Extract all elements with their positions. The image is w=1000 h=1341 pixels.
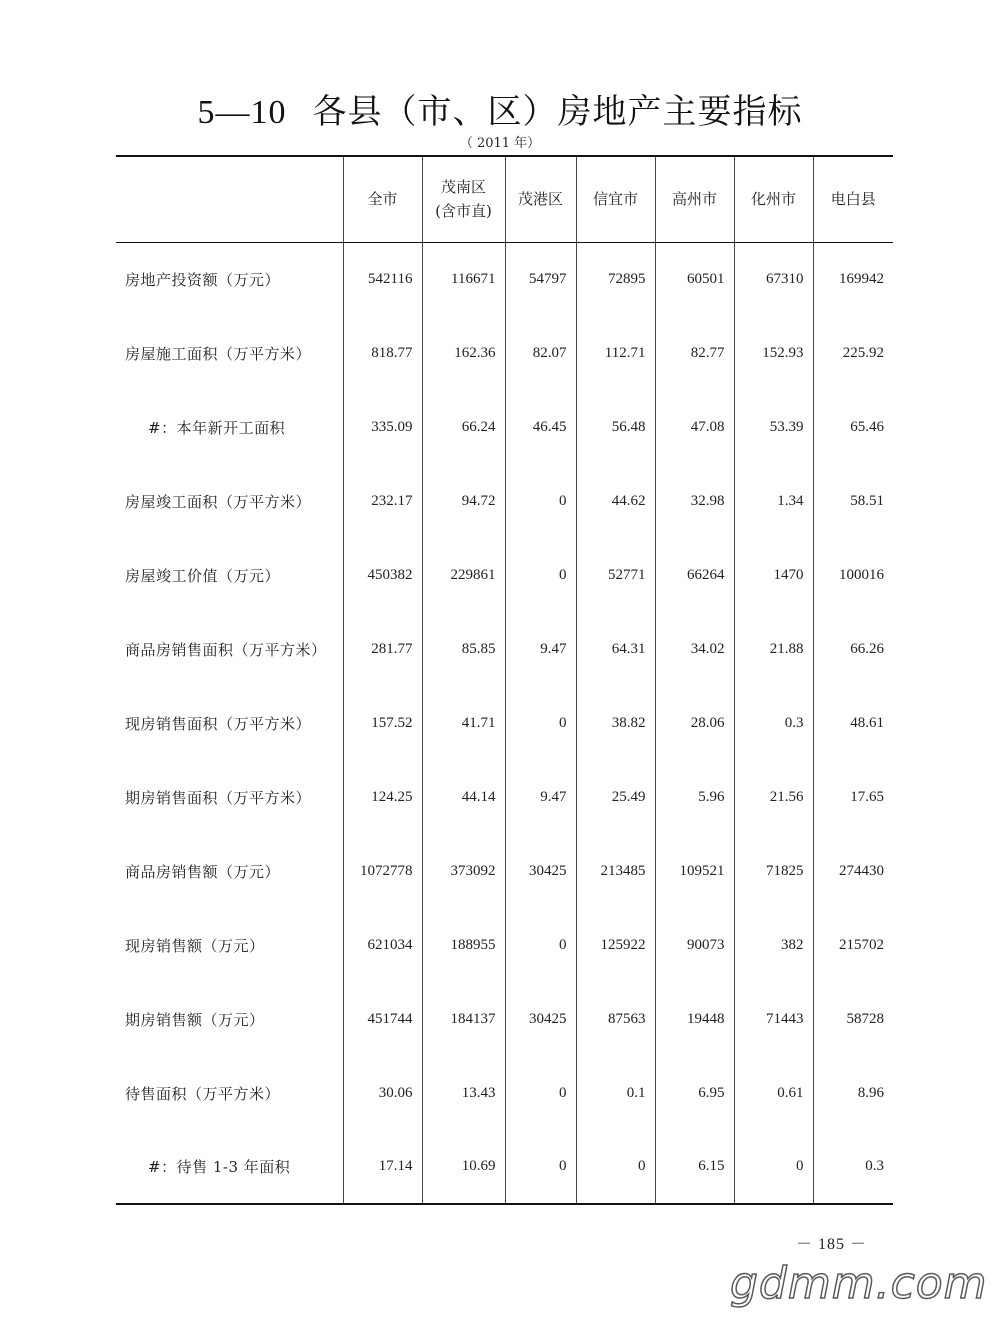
table-cell: 41.71: [422, 686, 505, 760]
table-cell: 60501: [655, 242, 734, 316]
table-cell: 44.62: [576, 464, 655, 538]
table-cell: 58.51: [813, 464, 893, 538]
table-cell: 34.02: [655, 612, 734, 686]
table-cell: 6.15: [655, 1130, 734, 1204]
table-cell: 82.07: [505, 316, 576, 390]
table-cell: 44.14: [422, 760, 505, 834]
column-header: 全市: [343, 156, 422, 242]
table-cell: 0.61: [734, 1056, 813, 1130]
table-cell: 274430: [813, 834, 893, 908]
real-estate-indicators-table: [116, 155, 893, 1205]
table-cell: 87563: [576, 982, 655, 1056]
table-row: [116, 316, 893, 390]
table-cell: 225.92: [813, 316, 893, 390]
row-label: 期房销售面积（万平方米）: [125, 788, 312, 807]
table-cell: 100016: [813, 538, 893, 612]
row-label: 商品房销售面积（万平方米）: [125, 640, 327, 659]
column-header: 化州市: [734, 156, 813, 242]
table-cell: 0: [505, 686, 576, 760]
column-header: 高州市: [655, 156, 734, 242]
column-header: 茂港区: [505, 156, 576, 242]
table-cell: 56.48: [576, 390, 655, 464]
row-label: 期房销售额（万元）: [125, 1010, 265, 1029]
table-cell: 17.14: [343, 1130, 422, 1204]
table-cell: 0.3: [813, 1130, 893, 1204]
table-cell: 28.06: [655, 686, 734, 760]
column-header: 电白县: [813, 156, 893, 242]
table-cell: 30425: [505, 982, 576, 1056]
table-cell: 1.34: [734, 464, 813, 538]
table-cell: 30425: [505, 834, 576, 908]
table-cell: 0: [576, 1130, 655, 1204]
header-row: [116, 156, 893, 242]
table-cell: 46.45: [505, 390, 576, 464]
table-cell: 25.49: [576, 760, 655, 834]
table-cell: 66264: [655, 538, 734, 612]
table-cell: 94.72: [422, 464, 505, 538]
table-cell: 64.31: [576, 612, 655, 686]
column-header: 信宜市: [576, 156, 655, 242]
table-cell: 451744: [343, 982, 422, 1056]
table-cell: 109521: [655, 834, 734, 908]
table-cell: 66.26: [813, 612, 893, 686]
table-row: [116, 464, 893, 538]
table-cell: 19448: [655, 982, 734, 1056]
table-cell: 71443: [734, 982, 813, 1056]
table-cell: 124.25: [343, 760, 422, 834]
table-cell: 21.88: [734, 612, 813, 686]
table-row: [116, 612, 893, 686]
table-cell: 621034: [343, 908, 422, 982]
table-cell: 152.93: [734, 316, 813, 390]
table-cell: 818.77: [343, 316, 422, 390]
table-cell: 38.82: [576, 686, 655, 760]
table-cell: 215702: [813, 908, 893, 982]
table-header: [116, 156, 893, 242]
table-cell: 71825: [734, 834, 813, 908]
table-cell: 5.96: [655, 760, 734, 834]
table-cell: 0: [505, 908, 576, 982]
table-row: [116, 760, 893, 834]
table-cell: 21.56: [734, 760, 813, 834]
table-cell: 72895: [576, 242, 655, 316]
table-cell: 229861: [422, 538, 505, 612]
table-cell: 52771: [576, 538, 655, 612]
table-cell: 8.96: [813, 1056, 893, 1130]
table-cell: 184137: [422, 982, 505, 1056]
table-cell: 66.24: [422, 390, 505, 464]
table-number: 5—10: [197, 94, 287, 131]
table-cell: 1470: [734, 538, 813, 612]
table-body: [116, 242, 893, 1204]
table-row: [116, 686, 893, 760]
table-cell: 0: [505, 1056, 576, 1130]
table-cell: 30.06: [343, 1056, 422, 1130]
table-cell: 1072778: [343, 834, 422, 908]
table-cell: 213485: [576, 834, 655, 908]
row-label: #：本年新开工面积: [148, 418, 286, 437]
row-label: 房地产投资额（万元）: [125, 270, 281, 289]
table-cell: 0: [734, 1130, 813, 1204]
table-row: [116, 1130, 893, 1204]
table-subtitle-year: （ 2011 年）: [459, 136, 541, 151]
table-cell: 53.39: [734, 390, 813, 464]
table-cell: 65.46: [813, 390, 893, 464]
table-cell: 162.36: [422, 316, 505, 390]
table-cell: 232.17: [343, 464, 422, 538]
table-cell: 58728: [813, 982, 893, 1056]
table-cell: 0.1: [576, 1056, 655, 1130]
table-cell: 450382: [343, 538, 422, 612]
row-label: 房屋施工面积（万平方米）: [125, 344, 312, 363]
table-cell: 542116: [343, 242, 422, 316]
table-cell: 281.77: [343, 612, 422, 686]
row-label: 现房销售面积（万平方米）: [125, 714, 312, 733]
table-cell: 125922: [576, 908, 655, 982]
table-cell: 9.47: [505, 612, 576, 686]
table-cell: 32.98: [655, 464, 734, 538]
table-cell: 0.3: [734, 686, 813, 760]
table-cell: 9.47: [505, 760, 576, 834]
table-cell: 67310: [734, 242, 813, 316]
row-label: #：待售 1-3 年面积: [116, 1130, 343, 1204]
table-row: [116, 242, 893, 316]
table-cell: 0: [505, 538, 576, 612]
row-label: 商品房销售额（万元）: [125, 862, 281, 881]
table-cell: 54797: [505, 242, 576, 316]
table-row: [116, 538, 893, 612]
table-cell: 382: [734, 908, 813, 982]
table-row: [116, 982, 893, 1056]
table-cell: 0: [505, 1130, 576, 1204]
table-title-text: 各县（市、区）房地产主要指标: [312, 92, 803, 132]
table-cell: 0: [505, 464, 576, 538]
table-cell: 17.65: [813, 760, 893, 834]
page-number: － 185 －: [796, 1236, 868, 1253]
table-row: [116, 390, 893, 464]
table-cell: 48.61: [813, 686, 893, 760]
table-cell: 47.08: [655, 390, 734, 464]
table-cell: 90073: [655, 908, 734, 982]
table-cell: 13.43: [422, 1056, 505, 1130]
table-cell: 85.85: [422, 612, 505, 686]
table-cell: 335.09: [343, 390, 422, 464]
page-title: [0, 84, 1000, 133]
table-row: [116, 908, 893, 982]
table-row: [116, 834, 893, 908]
table-cell: 169942: [813, 242, 893, 316]
row-label: 房屋竣工面积（万平方米）: [125, 492, 312, 511]
table-cell: 112.71: [576, 316, 655, 390]
row-label: 房屋竣工价值（万元）: [125, 566, 281, 585]
column-header: 茂南区 (含市直): [422, 156, 505, 242]
table-cell: 373092: [422, 834, 505, 908]
table-cell: 10.69: [422, 1130, 505, 1204]
header-cell-corner: [116, 156, 343, 242]
table-cell: 82.77: [655, 316, 734, 390]
row-label: 待售面积（万平方米）: [125, 1084, 281, 1103]
table-cell: 157.52: [343, 686, 422, 760]
table-cell: 188955: [422, 908, 505, 982]
table-cell: 116671: [422, 242, 505, 316]
watermark-logo: gdmm.com: [730, 1258, 988, 1309]
table-row: [116, 1056, 893, 1130]
table-cell: 6.95: [655, 1056, 734, 1130]
row-label: 现房销售额（万元）: [125, 936, 265, 955]
